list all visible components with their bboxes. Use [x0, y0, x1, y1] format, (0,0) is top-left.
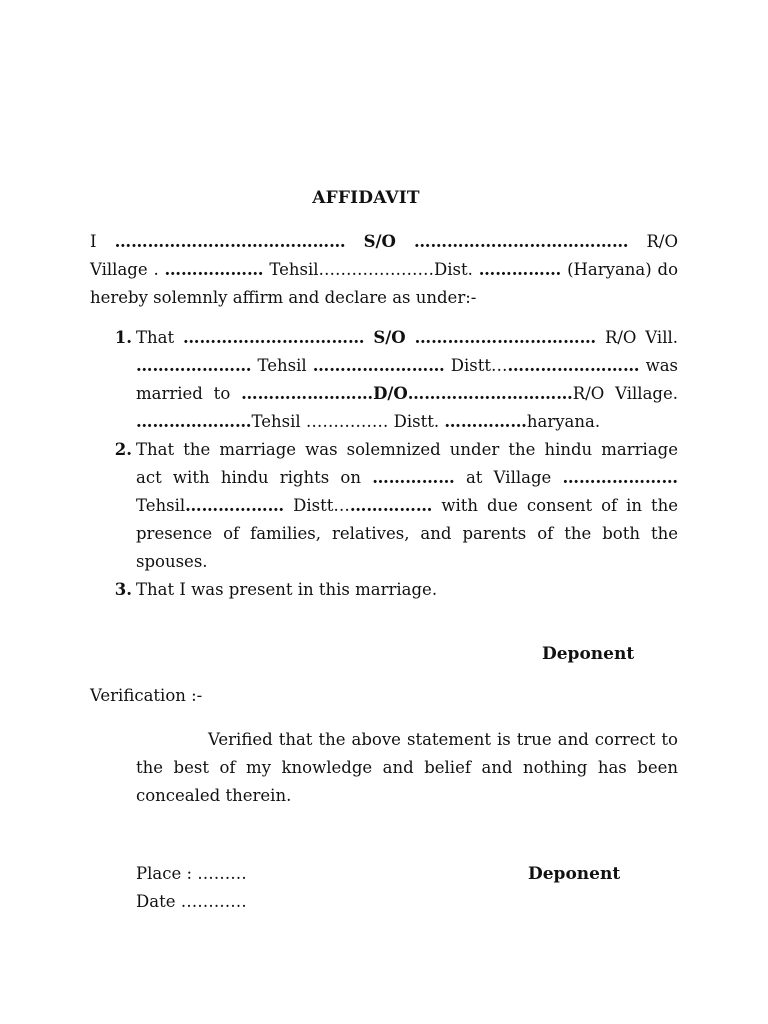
- spouse-village-blank: …………………: [136, 412, 252, 431]
- father-name-blank: …………………………………: [413, 232, 629, 251]
- tehsil-dist-label: Tehsil…………………Dist.: [269, 260, 473, 279]
- marriage-tehsil-blank: ………………: [185, 496, 285, 515]
- list-item: 2. That the marriage was solemnized under the hindu marriage act with hindu rights on …………… at Village ………………… Tehsil……………… Distt……………… with due consent of in the presence of families, relatives, and parents of the both the spouses.: [110, 436, 678, 576]
- list-item: 3. That I was present in this marriage.: [110, 576, 678, 604]
- item-number: 1.: [114, 328, 132, 347]
- spouse-father-blank: …………………………: [407, 384, 573, 403]
- place-field: Place : ………: [136, 864, 247, 883]
- marriage-distt-blank: ……………: [349, 496, 433, 515]
- ro-label: R/O: [646, 232, 678, 251]
- deponent-label-top: Deponent: [542, 644, 635, 664]
- so-label: S/O: [363, 232, 396, 251]
- village-label: Village .: [90, 260, 159, 279]
- tehsil-blank: ……………………: [312, 356, 445, 375]
- date-field: Date …………: [136, 892, 247, 911]
- affirm-text: hereby solemnly affirm and declare as under:-: [90, 288, 477, 307]
- distt-blank: ……………………: [507, 356, 640, 375]
- date-blank: ……………: [372, 468, 455, 487]
- dist-blank: ……………: [478, 260, 562, 279]
- person-name-blank: ……………………………: [182, 328, 365, 347]
- spouse-name-blank: ……………………: [241, 384, 374, 403]
- village-blank: …………………: [136, 356, 252, 375]
- item-number: 3.: [114, 580, 132, 599]
- verification-heading: Verification :-: [90, 686, 203, 705]
- declaration-list: [110, 324, 678, 604]
- deponent-label-bottom: Deponent: [528, 864, 621, 884]
- list-item: 1. That …………………………… S/O …………………………… R/O Vill. ………………… Tehsil …………………… Distt……………………… was married to ……………………D/O…………………………R/O Village. …………………Tehsil …………… Distt. ……………haryana.: [110, 324, 678, 436]
- haryana-text: (Haryana) do: [567, 260, 679, 279]
- intro-paragraph: [90, 228, 678, 312]
- name-blank: ……………………………………: [114, 232, 346, 251]
- do-label: D/O: [373, 384, 408, 403]
- spouse-tehsil-blank: ……………: [305, 412, 389, 431]
- village-blank: ………………: [164, 260, 264, 279]
- document-title: AFFIDAVIT: [312, 188, 420, 208]
- spouse-distt-blank: ……………: [444, 412, 527, 431]
- verification-text: Verified that the above statement is true and correct to the best of my knowledge and belief and nothing has been concealed therein.: [136, 730, 678, 805]
- intro-i: I: [90, 232, 97, 251]
- item-number: 2.: [114, 440, 132, 459]
- marriage-village-blank: …………………: [562, 468, 679, 487]
- so-label: S/O: [373, 328, 406, 347]
- father-name-blank: ……………………………: [414, 328, 597, 347]
